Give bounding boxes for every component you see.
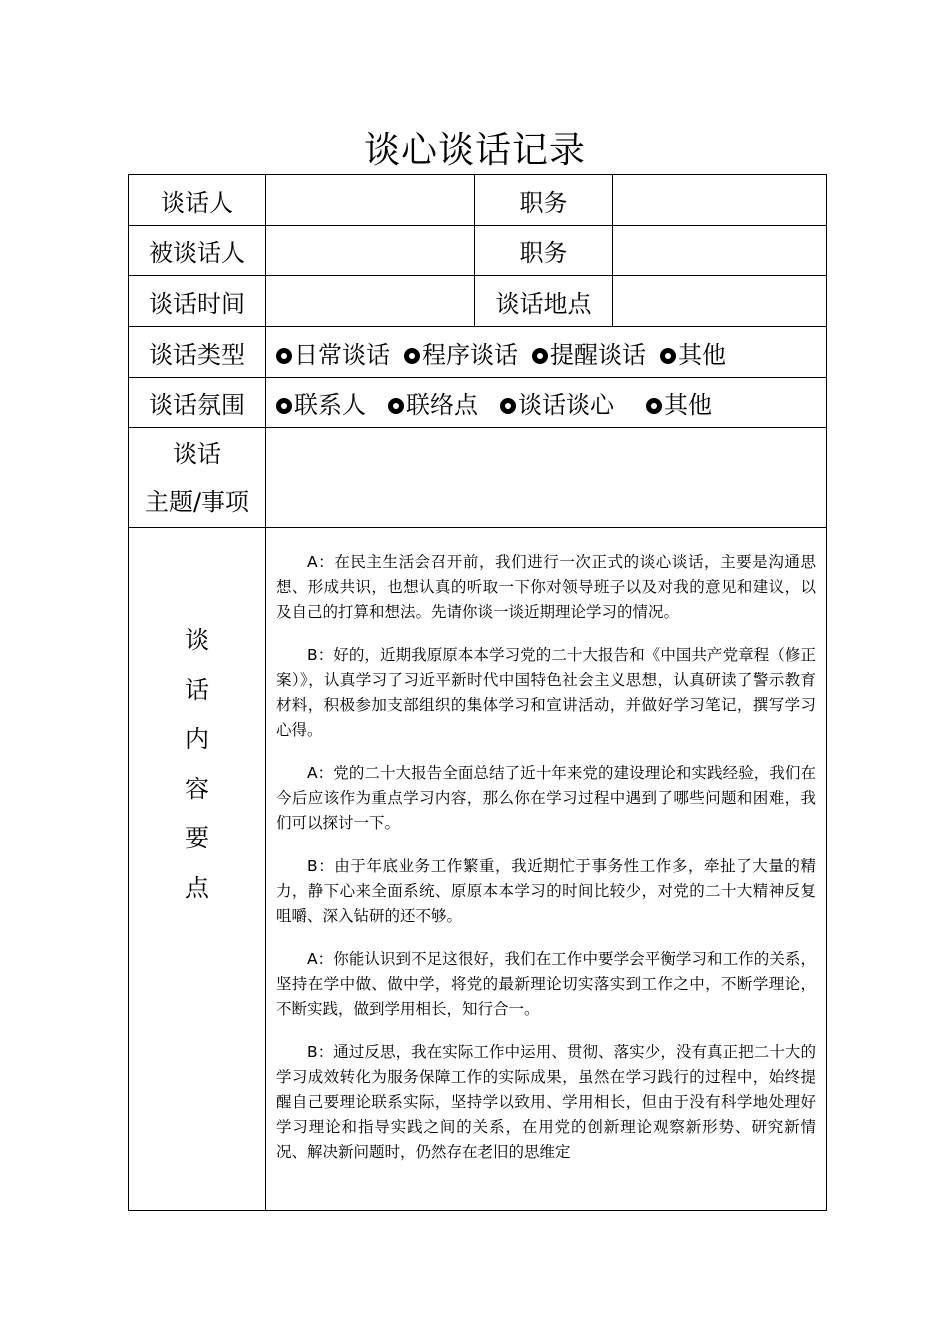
dialogue-paragraph: A：你能认识到不足这很好，我们在工作中要学会平衡学习和工作的关系，坚持在学中做、做中学，将党的最新理论切实落实到工作之中，不断学理论，不断实践，做到学用相长，知行合一。 — [276, 950, 816, 1018]
type-option-reminder[interactable] — [532, 335, 646, 370]
dialogue-paragraph: B：通过反思，我在实际工作中运用、贯彻、落实少，没有真正把二十大的学习成效转化为服务保障工作的实际成果，虽然在学习践行的过程中，始终提醒自己要理论联系实际，坚持学以致用、学用相长，但由于没有科学地处理好学习理论和指导实践之间的关系，在用党的创新理论观察新形势、研究新情况、解决新问题时，仍然存在老旧的思维定 — [276, 1043, 816, 1161]
place-label: 谈话地点 — [475, 276, 613, 327]
dialogue-paragraph: B：好的，近期我原原本本学习党的二十大报告和《中国共产党章程（修正案）》，认真学习了习近平新时代中国特色社会主义思想，认真研读了警示教育材料，积极参加支部组织的集体学习和宣讲活动，并做好学习笔记，撰写学习心得。 — [276, 646, 816, 739]
type-option-other[interactable] — [660, 335, 726, 370]
atmosphere-option-label: 联系人 — [294, 391, 366, 419]
talkee-field[interactable] — [266, 226, 475, 276]
atmosphere-options — [266, 378, 827, 428]
atmosphere-option-contact[interactable] — [276, 385, 366, 420]
radio-icon — [388, 398, 404, 414]
talkee-label: 被谈话人 — [129, 226, 266, 276]
content-text — [276, 550, 816, 1210]
dialogue-paragraph: A：在民主生活会召开前，我们进行一次正式的谈心谈话，主要是沟通思想、形成共识，也想认真的听取一下你对领导班子以及对我的意见和建议，以及自己的打算和想法。先请你谈一谈近期理论学习的情况。 — [276, 553, 816, 621]
topic-label-line2: 主题/事项 — [144, 487, 250, 516]
type-option-procedural[interactable] — [404, 335, 518, 370]
atmosphere-option-liaison[interactable] — [388, 385, 478, 420]
radio-icon — [660, 348, 676, 364]
dialogue-paragraph: A：党的二十大报告全面总结了近十年来党的建设理论和实践经验，我们在今后应该作为重点学习内容，那么你在学习过程中遇到了哪些问题和困难，我们可以探讨一下。 — [276, 764, 816, 832]
atmosphere-option-label: 谈话谈心 — [518, 391, 614, 419]
type-options — [266, 327, 827, 378]
content-label-char: 内 — [185, 725, 209, 753]
radio-icon — [276, 398, 292, 414]
topic-label-line1: 谈话 — [173, 439, 221, 468]
talkee-post-field[interactable] — [613, 226, 827, 276]
dialogue-paragraph: B：由于年底业务工作繁重，我近期忙于事务性工作多，牵扯了大量的精力，静下心来全面系统、原原本本学习的时间比较少，对党的二十大精神反复咀嚼、深入钻研的还不够。 — [276, 857, 816, 925]
topic-label — [129, 428, 266, 528]
type-option-label: 日常谈话 — [294, 340, 390, 369]
radio-icon — [500, 398, 516, 414]
atmosphere-option-other[interactable] — [646, 385, 712, 420]
radio-icon — [404, 348, 420, 364]
talker-post-field[interactable] — [613, 175, 827, 226]
talkee-post-label: 职务 — [475, 226, 613, 276]
record-form-table — [128, 174, 827, 1211]
content-label-char: 点 — [185, 873, 209, 902]
content-label-char: 话 — [185, 675, 209, 704]
atmosphere-option-label: 其他 — [664, 391, 712, 419]
content-label-char: 谈 — [185, 626, 209, 654]
talker-field[interactable] — [266, 175, 475, 226]
type-option-label: 程序谈话 — [422, 340, 518, 369]
content-field[interactable] — [266, 528, 827, 1211]
time-field[interactable] — [266, 276, 475, 327]
talker-label: 谈话人 — [129, 175, 266, 226]
atmosphere-option-label: 联络点 — [406, 391, 478, 419]
atmosphere-label: 谈话氛围 — [129, 378, 266, 428]
type-option-label: 提醒谈话 — [550, 340, 646, 369]
content-label-char: 要 — [185, 824, 209, 852]
place-field[interactable] — [613, 276, 827, 327]
time-label: 谈话时间 — [129, 276, 266, 327]
page-title: 谈心谈话记录 — [363, 130, 586, 171]
talker-post-label: 职务 — [475, 175, 613, 226]
topic-field[interactable] — [266, 428, 827, 528]
type-option-label: 其他 — [678, 340, 726, 369]
type-label: 谈话类型 — [129, 327, 266, 378]
radio-icon — [532, 348, 548, 364]
radio-icon — [646, 398, 662, 414]
radio-icon — [276, 348, 292, 364]
content-label — [129, 528, 266, 1211]
atmosphere-option-heart-talk[interactable] — [500, 385, 614, 420]
content-label-char: 容 — [185, 774, 209, 803]
type-option-daily[interactable] — [276, 335, 390, 370]
